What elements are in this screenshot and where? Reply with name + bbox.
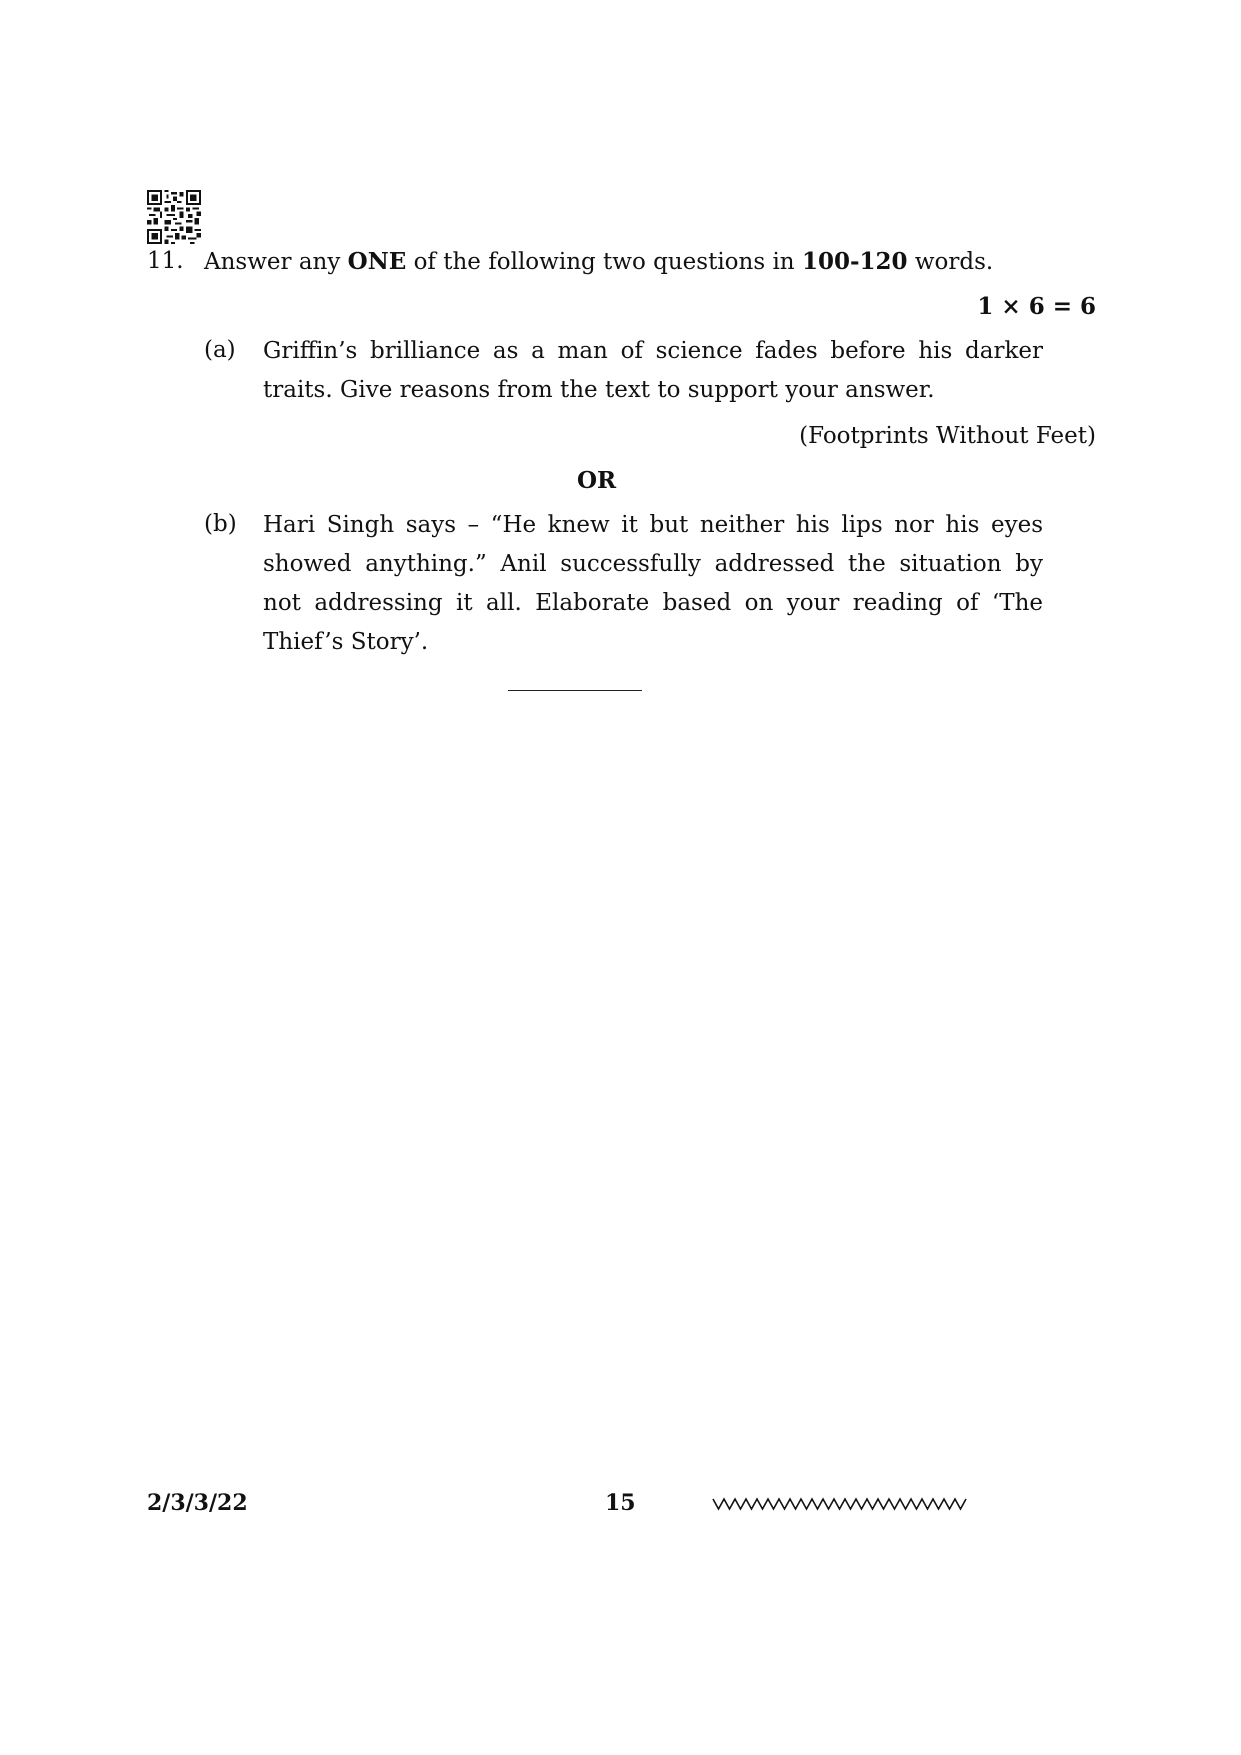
qr-code-icon bbox=[147, 190, 201, 244]
part-b-text: Hari Singh says – “He knew it but neither his lips nor his eyes showed anything.” Anil successfully addressed the situation by not addressing it all. Elaborate based on your reading of ‘The Thief’s Story’. bbox=[263, 512, 1043, 655]
end-rule-divider bbox=[508, 690, 642, 691]
marks-allocation: 1 × 6 = 6 bbox=[977, 293, 1096, 320]
instruction-emphasis-word-count: 100-120 bbox=[801, 248, 908, 275]
part-b-label: (b) bbox=[204, 511, 237, 537]
part-a-text: Griffin’s brilliance as a man of science fades before his darker traits. Give reasons from the text to support your answer. bbox=[263, 338, 1043, 403]
question-number: 11. bbox=[147, 248, 184, 274]
part-a-source: (Footprints Without Feet) bbox=[799, 423, 1096, 449]
instruction-text-mid: of the following two questions in bbox=[406, 249, 802, 275]
instruction-text-pre: Answer any bbox=[204, 249, 348, 275]
footer-paper-code: 2/3/3/22 bbox=[147, 1490, 248, 1516]
question-instruction bbox=[204, 248, 993, 275]
page-number: 15 bbox=[605, 1490, 636, 1516]
part-a-label: (a) bbox=[204, 337, 236, 363]
instruction-text-post: words. bbox=[907, 249, 994, 275]
or-separator: OR bbox=[577, 467, 617, 494]
wavy-line-icon bbox=[712, 1496, 970, 1512]
instruction-emphasis-one: ONE bbox=[347, 248, 407, 275]
